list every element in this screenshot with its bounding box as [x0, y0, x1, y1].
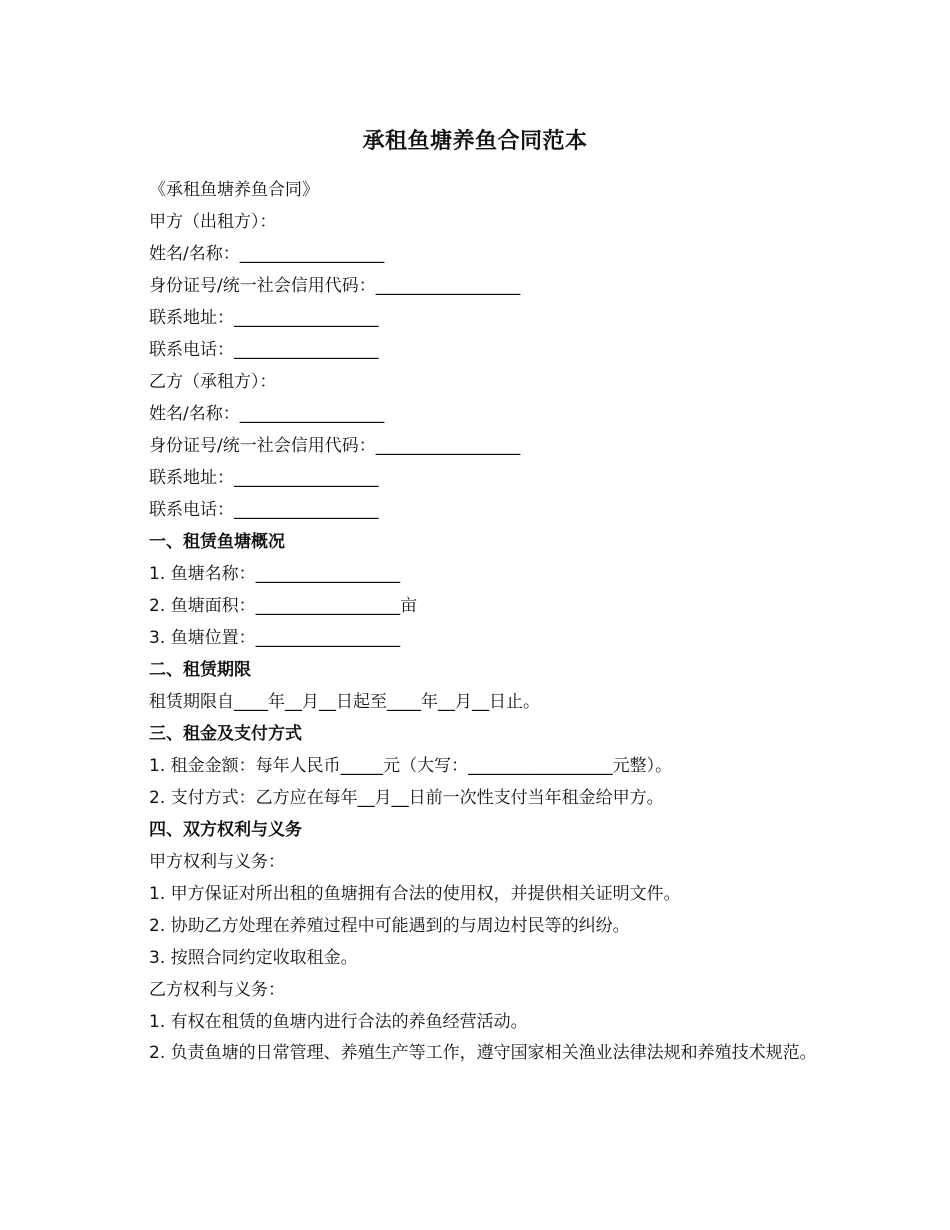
party-a-right-2: 2. 协助乙方处理在养殖过程中可能遇到的与周边村民等的纠纷。	[149, 916, 630, 936]
section-heading-1: 一、租赁鱼塘概况	[149, 532, 285, 552]
party-b-name: 姓名/名称：_________________	[149, 404, 385, 424]
payment-method: 2. 支付方式：乙方应在每年__月__日前一次性支付当年租金给甲方。	[149, 788, 664, 808]
rent-amount: 1. 租金金额：每年人民币_____元（大写：_________________元整）。	[149, 756, 673, 776]
party-b-heading: 乙方（承租方）：	[149, 372, 277, 392]
lease-term: 租赁期限自____年__月__日起至____年__月__日止。	[149, 692, 540, 712]
party-a-right-1: 1. 甲方保证对所出租的鱼塘拥有合法的使用权，并提供相关证明文件。	[149, 884, 681, 904]
party-a-phone: 联系电话：_________________	[149, 340, 379, 360]
party-b-address: 联系地址：_________________	[149, 468, 379, 488]
pond-name: 1. 鱼塘名称：_________________	[149, 564, 401, 584]
party-b-id: 身份证号/统一社会信用代码：_________________	[149, 436, 521, 456]
party-a-address: 联系地址：_________________	[149, 308, 379, 328]
section-heading-4: 四、双方权利与义务	[149, 820, 302, 840]
party-a-name: 姓名/名称：_________________	[149, 244, 385, 264]
party-b-right-1: 1. 有权在租赁的鱼塘内进行合法的养鱼经营活动。	[149, 1012, 528, 1032]
party-b-phone: 联系电话：_________________	[149, 500, 379, 520]
party-b-right-2: 2. 负责鱼塘的日常管理、养殖生产等工作，遵守国家相关渔业法律法规和养殖技术规范。	[149, 1043, 817, 1063]
section-heading-3: 三、租金及支付方式	[149, 724, 302, 744]
party-a-heading: 甲方（出租方）：	[149, 212, 277, 232]
party-a-right-3: 3. 按照合同约定收取租金。	[149, 948, 358, 968]
section-heading-2: 二、租赁期限	[149, 660, 251, 680]
party-a-rights-heading: 甲方权利与义务：	[149, 852, 285, 872]
pond-area: 2. 鱼塘面积：_________________亩	[149, 596, 418, 616]
party-b-rights-heading: 乙方权利与义务：	[149, 980, 285, 1000]
document-title: 承租鱼塘养鱼合同范本	[362, 129, 588, 154]
party-a-id: 身份证号/统一社会信用代码：_________________	[149, 276, 521, 296]
contract-name: 《承租鱼塘养鱼合同》	[149, 180, 319, 200]
pond-location: 3. 鱼塘位置：_________________	[149, 628, 401, 648]
